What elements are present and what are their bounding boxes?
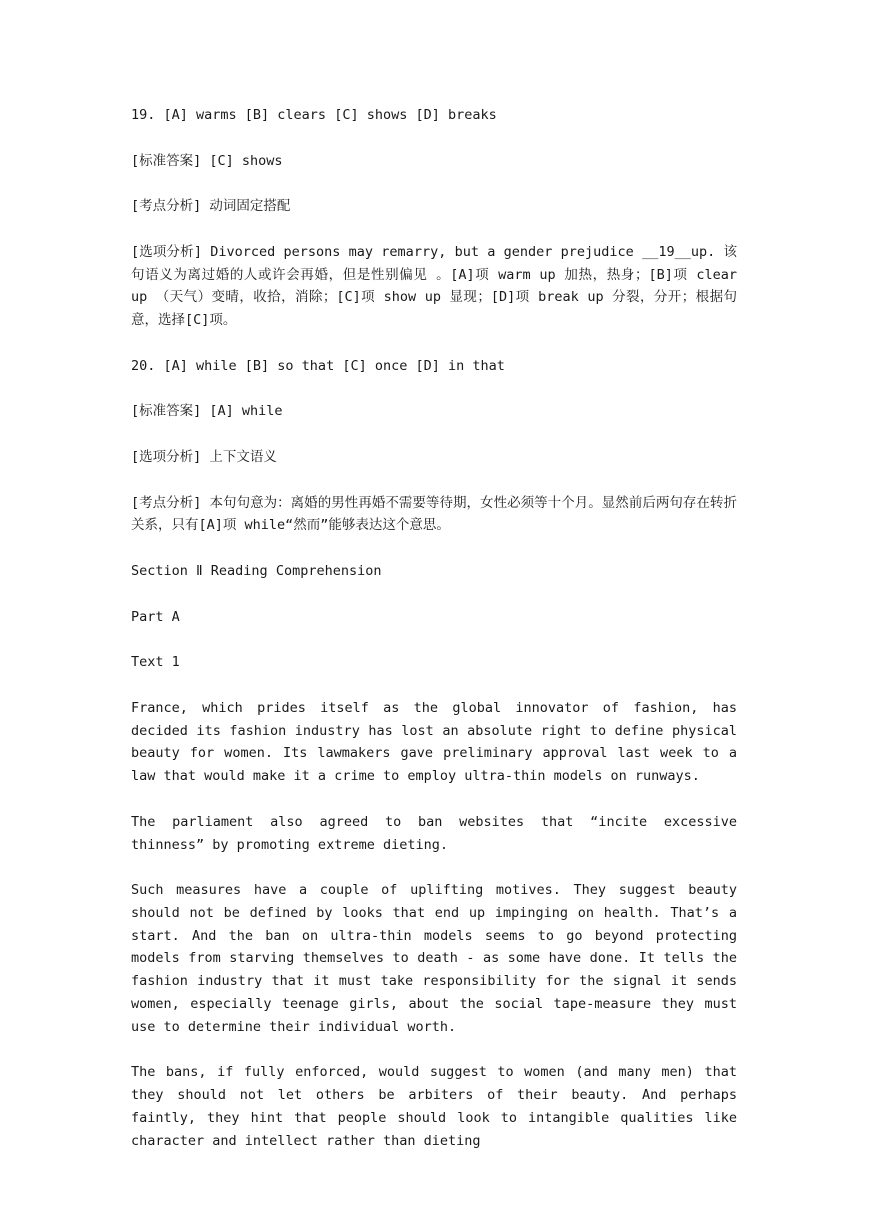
analysis-19-point: [考点分析] 动词固定搭配 [131, 198, 291, 215]
section-heading: Section Ⅱ Reading Comprehension [131, 562, 382, 579]
question-19-options: 19. [A] warms [B] clears [C] shows [D] breaks [131, 107, 497, 123]
reading-paragraph-1: France, which prides itself as the global innovator of fashion, has decided its fashion industry has lost an absolute right to define physical beauty for women. Its lawmakers gave preliminary approval last week to a law that would make it a crime to employ ultra-thin models on runways. [131, 699, 737, 785]
analysis-20-options: [选项分析] 上下文语义 [131, 448, 277, 465]
analysis-19-options: [选项分析] Divorced persons may remarry, but a gender prejudice __19__up. 该句语义为离过婚的人或许会再婚，但是性别偏见 。[A]项 warm up 加热，热身；[B]项 clear up （天气）变晴，收拾，消除；[C]项 show up 显现；[D]项 break up 分裂，分开；根据句意，选择[C]项。 [131, 243, 737, 329]
question-20-options: 20. [A] while [B] so that [C] once [D] in that [131, 357, 505, 374]
reading-paragraph-3: Such measures have a couple of uplifting motives. They suggest beauty should not be defined by looks that end up impinging on health. That’s a start. And the ban on ultra-thin models seems to go beyond protecting models from starving themselves to death - as some have done. It tells the fashion industry that it must take responsibility for the signal it sends women, especially teenage girls, about the social tape-measure they must use to determine their individual worth. [131, 882, 737, 1035]
analysis-20-point: [考点分析] 本句句意为：离婚的男性再婚不需要等待期，女性必须等十个月。显然前后两句存在转折关系，只有[A]项 while“然而”能够表达这个意思。 [131, 494, 737, 534]
part-heading: Part A [131, 608, 180, 625]
reading-paragraph-2: The parliament also agreed to ban websites that “incite excessive thinness” by promoting extreme dieting. [131, 813, 737, 853]
document-page [131, 104, 737, 1175]
reading-paragraph-4: The bans, if fully enforced, would suggest to women (and many men) that they should not let others be arbiters of their beauty. And perhaps faintly, they hint that people should look to intangible qualities like character and intellect rather than dieting [131, 1064, 737, 1149]
text-heading: Text 1 [131, 654, 180, 671]
answer-20: [标准答案] [A] while [131, 403, 283, 420]
answer-19: [标准答案] [C] shows [131, 152, 283, 169]
